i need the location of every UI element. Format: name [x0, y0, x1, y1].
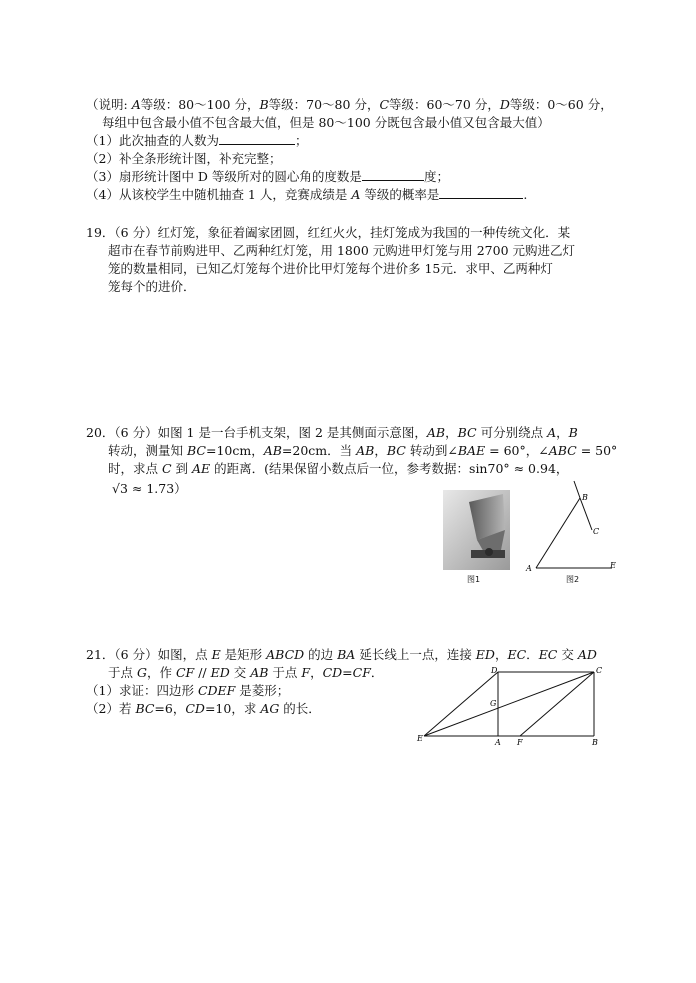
q21-line-1: 21．（6 分）如图，点 E 是矩形 ABCD 的边 BA 延长线上一点，连接 ED，EC．EC 交 AD: [86, 647, 597, 662]
q18-part-4: （4）从该校学生中随机抽查 1 人，竞赛成绩是 A 等级的概率是 .: [86, 187, 528, 202]
segment-ed: [424, 672, 498, 736]
segment-ec: [424, 672, 594, 736]
q20-line-2: 转动，测量知 BC=10cm，AB=20cm．当 AB，BC 转动到∠BAE = 60°，∠ABC = 50°: [108, 443, 618, 458]
label-a: A: [495, 738, 501, 746]
figure-2-caption: 图2: [566, 575, 580, 584]
answer-blank[interactable]: [219, 132, 295, 145]
figure-1-caption: 图1: [467, 575, 481, 584]
segment-cf: [520, 672, 594, 736]
q18-part-1: （1）此次抽查的人数为 ；: [86, 133, 308, 148]
rectangle-diagram: [416, 664, 606, 746]
phone-stand-diagram: [522, 478, 622, 578]
q19-line-1: 19．（6 分）红灯笼，象征着阖家团圆，红红火火，挂灯笼成为我国的一种传统文化．某: [86, 225, 571, 240]
label-d: D: [491, 666, 498, 675]
label-c: C: [596, 666, 603, 675]
label-f: F: [517, 738, 523, 746]
q21-part-1: （1）求证：四边形 CDEF 是菱形；: [86, 683, 290, 698]
q21-part-2: （2）若 BC=6，CD=10，求 AG 的长．: [86, 701, 321, 716]
label-g: G: [490, 699, 497, 708]
q19-line-2: 超市在春节前购进甲、乙两种红灯笼，用 1800 元购进甲灯笼与用 2700 元购进乙灯: [108, 243, 576, 258]
phone-stand-image: [443, 490, 510, 570]
answer-blank[interactable]: [439, 186, 523, 199]
label-c: C: [593, 527, 600, 536]
q20-line-4: √3 ≈ 1.73）: [112, 481, 187, 496]
label-b: B: [582, 493, 588, 502]
q20-line-1: 20．（6 分）如图 1 是一台手机支架，图 2 是其侧面示意图，AB，BC 可分别绕点 A，B: [86, 425, 578, 440]
grade-note-line-2: 每组中包含最小值不包含最大值，但是 80～100 分既包含最小值又包含最大值）: [102, 115, 550, 130]
segment-bc: [580, 498, 592, 530]
q18-part-3: （3）扇形统计图中 D 等级所对的圆心角的度数是 度；: [86, 169, 449, 184]
label-e: E: [610, 561, 616, 570]
q21-line-2: 于点 G，作 CF // ED 交 AB 于点 F，CD=CF．: [108, 665, 384, 680]
segment-ab: [536, 498, 580, 568]
answer-blank[interactable]: [362, 168, 424, 181]
phone-stand-photo: [443, 490, 510, 570]
q19-line-3: 笼的数量相同，已知乙灯笼每个进价比甲灯笼每个进价多 15元．求甲、乙两种灯: [108, 261, 553, 276]
label-b: B: [592, 738, 598, 746]
q19-line-4: 笼每个的进价．: [108, 279, 196, 294]
q20-line-3: 时，求点 C 到 AE 的距离．(结果保留小数点后一位，参考数据：sin70° ≈ 0.94，: [108, 461, 569, 476]
q18-part-2: （2）补全条形统计图，补充完整；: [86, 151, 282, 166]
grade-note-line-1: （说明: A等级：80～100 分，B等级：70～80 分，C等级：60～70 分，D等级：0～60 分，: [86, 97, 613, 112]
segment-b-extension: [574, 481, 580, 498]
label-a: A: [526, 564, 532, 573]
label-e: E: [417, 734, 423, 743]
